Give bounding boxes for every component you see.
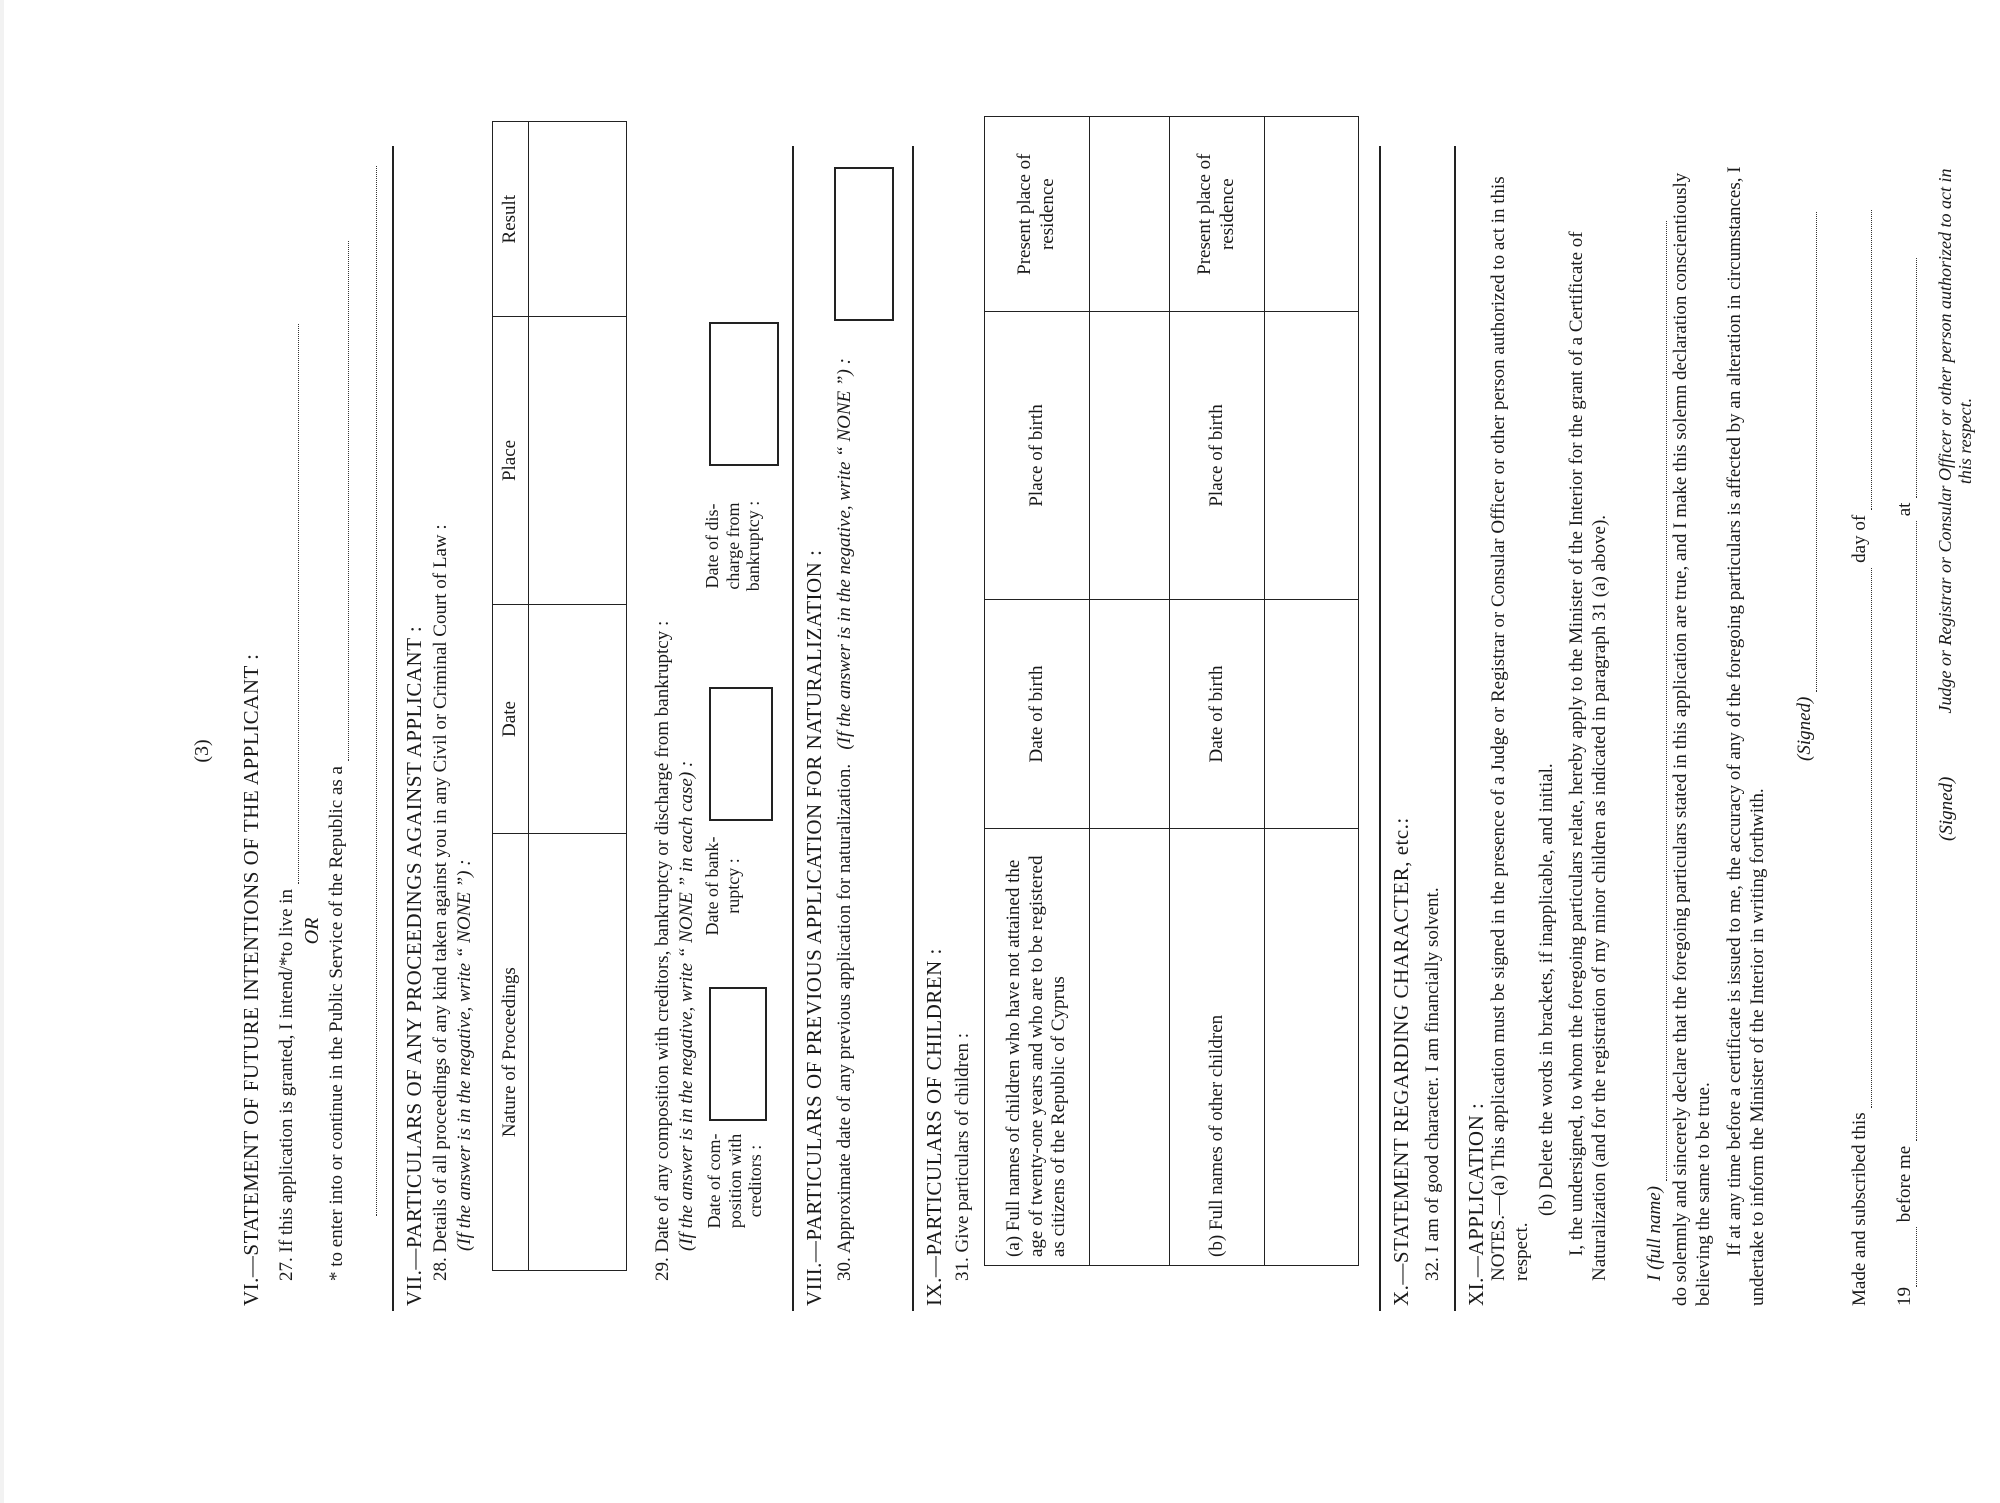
- box-previous-application[interactable]: [834, 167, 894, 321]
- note-b: (b) Delete the words in brackets, if inapplicable, and initial.: [1536, 763, 1557, 1216]
- cell-b-dob[interactable]: [1265, 599, 1359, 829]
- box-discharge[interactable]: [709, 322, 779, 466]
- row-a-label: (a) Full names of children who have not attained the age of twenty-one years and who are to be registered as citizens of the Republic of Cyprus: [985, 829, 1090, 1266]
- label-bankruptcy: Date of bank-ruptcy :: [702, 836, 743, 936]
- th-a-residence: Present place of residence: [985, 117, 1090, 312]
- q27-alt-text: * to enter into or continue in the Public Service of the Republic as a: [326, 766, 347, 1281]
- at-field[interactable]: [1898, 258, 1917, 498]
- q30-line: [834, 281, 857, 1306]
- at-label: at: [1894, 502, 1915, 517]
- or-label: OR: [301, 917, 323, 945]
- before-me-line: [1894, 156, 1917, 1306]
- q27-extra-line: [354, 156, 377, 1216]
- cell-nature[interactable]: [529, 834, 627, 1271]
- q28-text: 28. Details of all proceedings of any kind taken against you in any Civil or Criminal Court of Law :: [430, 524, 451, 1281]
- th-date: Date: [493, 604, 529, 834]
- officer-title: Judge or Registrar or Consular Officer or other person authorized to act in this respect.: [1935, 168, 1975, 714]
- cell-b-pob[interactable]: [1265, 312, 1359, 599]
- cell-a-dob[interactable]: [1090, 599, 1170, 829]
- q31-text: 31. Give particulars of children :: [952, 1033, 973, 1281]
- para3: If at any time before a certificate is issued to me, the accuracy of any of the foregoing particulars is affected by an alteration in circumstances, I undertake to inform the Minister of the Interior in writing forthwith.: [1724, 166, 1768, 1306]
- label-discharge: Date of dis-charge from bankruptcy :: [702, 500, 764, 592]
- officer-signed-label: (Signed): [1936, 776, 1957, 841]
- rotated-form: [104, 101, 2000, 1401]
- th-b-dob: Date of birth: [1170, 599, 1265, 829]
- section6-heading: VI.—STATEMENT OF FUTURE INTENTIONS OF THE APPLICANT :: [239, 653, 263, 1306]
- q27-extra-field[interactable]: [358, 166, 377, 1216]
- before-me-label: before me: [1894, 1145, 1915, 1223]
- row-b-label: (b) Full names of other children: [1170, 829, 1265, 1266]
- para1: I, the undersigned, to whom the foregoing particulars relate, hereby apply to the Minister of the Interior for the grant of a Certificate of Naturalization (and for the registration of my minor children as indicated in paragraph 31 (a) above).: [1566, 231, 1610, 1281]
- divider: [1379, 146, 1381, 1311]
- section10-heading: X.—STATEMENT REGARDING CHARACTER, etc.:: [1389, 817, 1413, 1306]
- th-b-pob: Place of birth: [1170, 312, 1265, 599]
- page-number: (3): [191, 739, 213, 763]
- section9-heading: IX.—PARTICULARS OF CHILDREN :: [922, 948, 946, 1306]
- applicant-signature-field[interactable]: [1798, 212, 1817, 692]
- box-bankruptcy[interactable]: [709, 687, 773, 821]
- divider: [792, 146, 794, 1311]
- cell-result[interactable]: [529, 122, 627, 317]
- q30-text: 30. Approximate date of any previous application for naturalization.: [834, 763, 855, 1281]
- q27-line: [276, 131, 299, 1306]
- th-result: Result: [493, 122, 529, 317]
- full-name-field[interactable]: [1648, 221, 1667, 1181]
- full-name-label: I (full name): [1644, 1186, 1665, 1281]
- q29-text: 29. Date of any composition with creditors, bankruptcy or discharge from bankruptcy :: [652, 620, 673, 1281]
- q30-note: (If the answer is in the negative, write “ NONE ”) :: [834, 358, 855, 750]
- th-a-dob: Date of birth: [985, 599, 1090, 829]
- cell-date[interactable]: [529, 604, 627, 834]
- divider: [392, 146, 394, 1311]
- divider: [1454, 146, 1456, 1311]
- box-composition[interactable]: [709, 987, 767, 1121]
- applicant-signed-label: (Signed): [1794, 696, 1815, 761]
- q32-text: 32. I am of good character. I am financially solvent.: [1422, 887, 1443, 1281]
- label-composition: Date of com-position with creditors :: [704, 1133, 766, 1229]
- cell-place[interactable]: [529, 317, 627, 604]
- note-a: NOTES.—(a) This application must be signed in the presence of a Judge or Registrar or Consular Officer or other person authorized to act in this respect.: [1488, 176, 1532, 1281]
- proceedings-table: [492, 121, 627, 1271]
- made-line: [1849, 156, 1872, 1306]
- month-field[interactable]: [1853, 210, 1872, 510]
- full-name-line: [1644, 151, 1667, 1306]
- made-label: Made and subscribed this: [1849, 1112, 1870, 1306]
- th-nature: Nature of Proceedings: [493, 834, 529, 1271]
- q27-alt-field[interactable]: [330, 241, 349, 761]
- cell-a-residence[interactable]: [1090, 117, 1170, 312]
- cell-a-pob[interactable]: [1090, 312, 1170, 599]
- children-table: [984, 116, 1359, 1266]
- para2: do solemnly and sincerely declare that the foregoing particulars stated in this application are true, and I make this solemn declaration conscientiously believing the same to be true.: [1670, 172, 1714, 1306]
- year-field[interactable]: [1898, 1227, 1917, 1287]
- before-me-field[interactable]: [1898, 521, 1917, 1141]
- q27-text: 27. If this application is granted, I intend/*to live in: [276, 888, 297, 1281]
- section8-heading: VIII.—PARTICULARS OF PREVIOUS APPLICATION FOR NATURALIZATION :: [802, 549, 826, 1306]
- th-a-pob: Place of birth: [985, 312, 1090, 599]
- applicant-signature-line: [1794, 161, 1817, 761]
- q28-note: (If the answer is in the negative, write “ NONE ”) :: [454, 859, 475, 1251]
- divider: [912, 146, 914, 1311]
- th-place: Place: [493, 317, 529, 604]
- cell-a-names[interactable]: [1090, 829, 1170, 1266]
- th-b-residence: Present place of residence: [1170, 117, 1265, 312]
- day-of-label: day of: [1849, 514, 1870, 563]
- year-prefix: 19: [1894, 1287, 1915, 1306]
- q27-field[interactable]: [280, 324, 299, 884]
- section7-heading: VII.—PARTICULARS OF ANY PROCEEDINGS AGAINST APPLICANT :: [402, 625, 426, 1306]
- document-page: [4, 0, 2000, 1503]
- q27-alt-line: [326, 131, 349, 1306]
- cell-b-residence[interactable]: [1265, 117, 1359, 312]
- made-day-field[interactable]: [1853, 568, 1872, 1108]
- cell-b-names[interactable]: [1265, 829, 1359, 1266]
- q29-note: (If the answer is in the negative, write “ NONE ” in each case) :: [676, 760, 697, 1251]
- section11-heading: XI.—APPLICATION :: [1464, 1102, 1488, 1306]
